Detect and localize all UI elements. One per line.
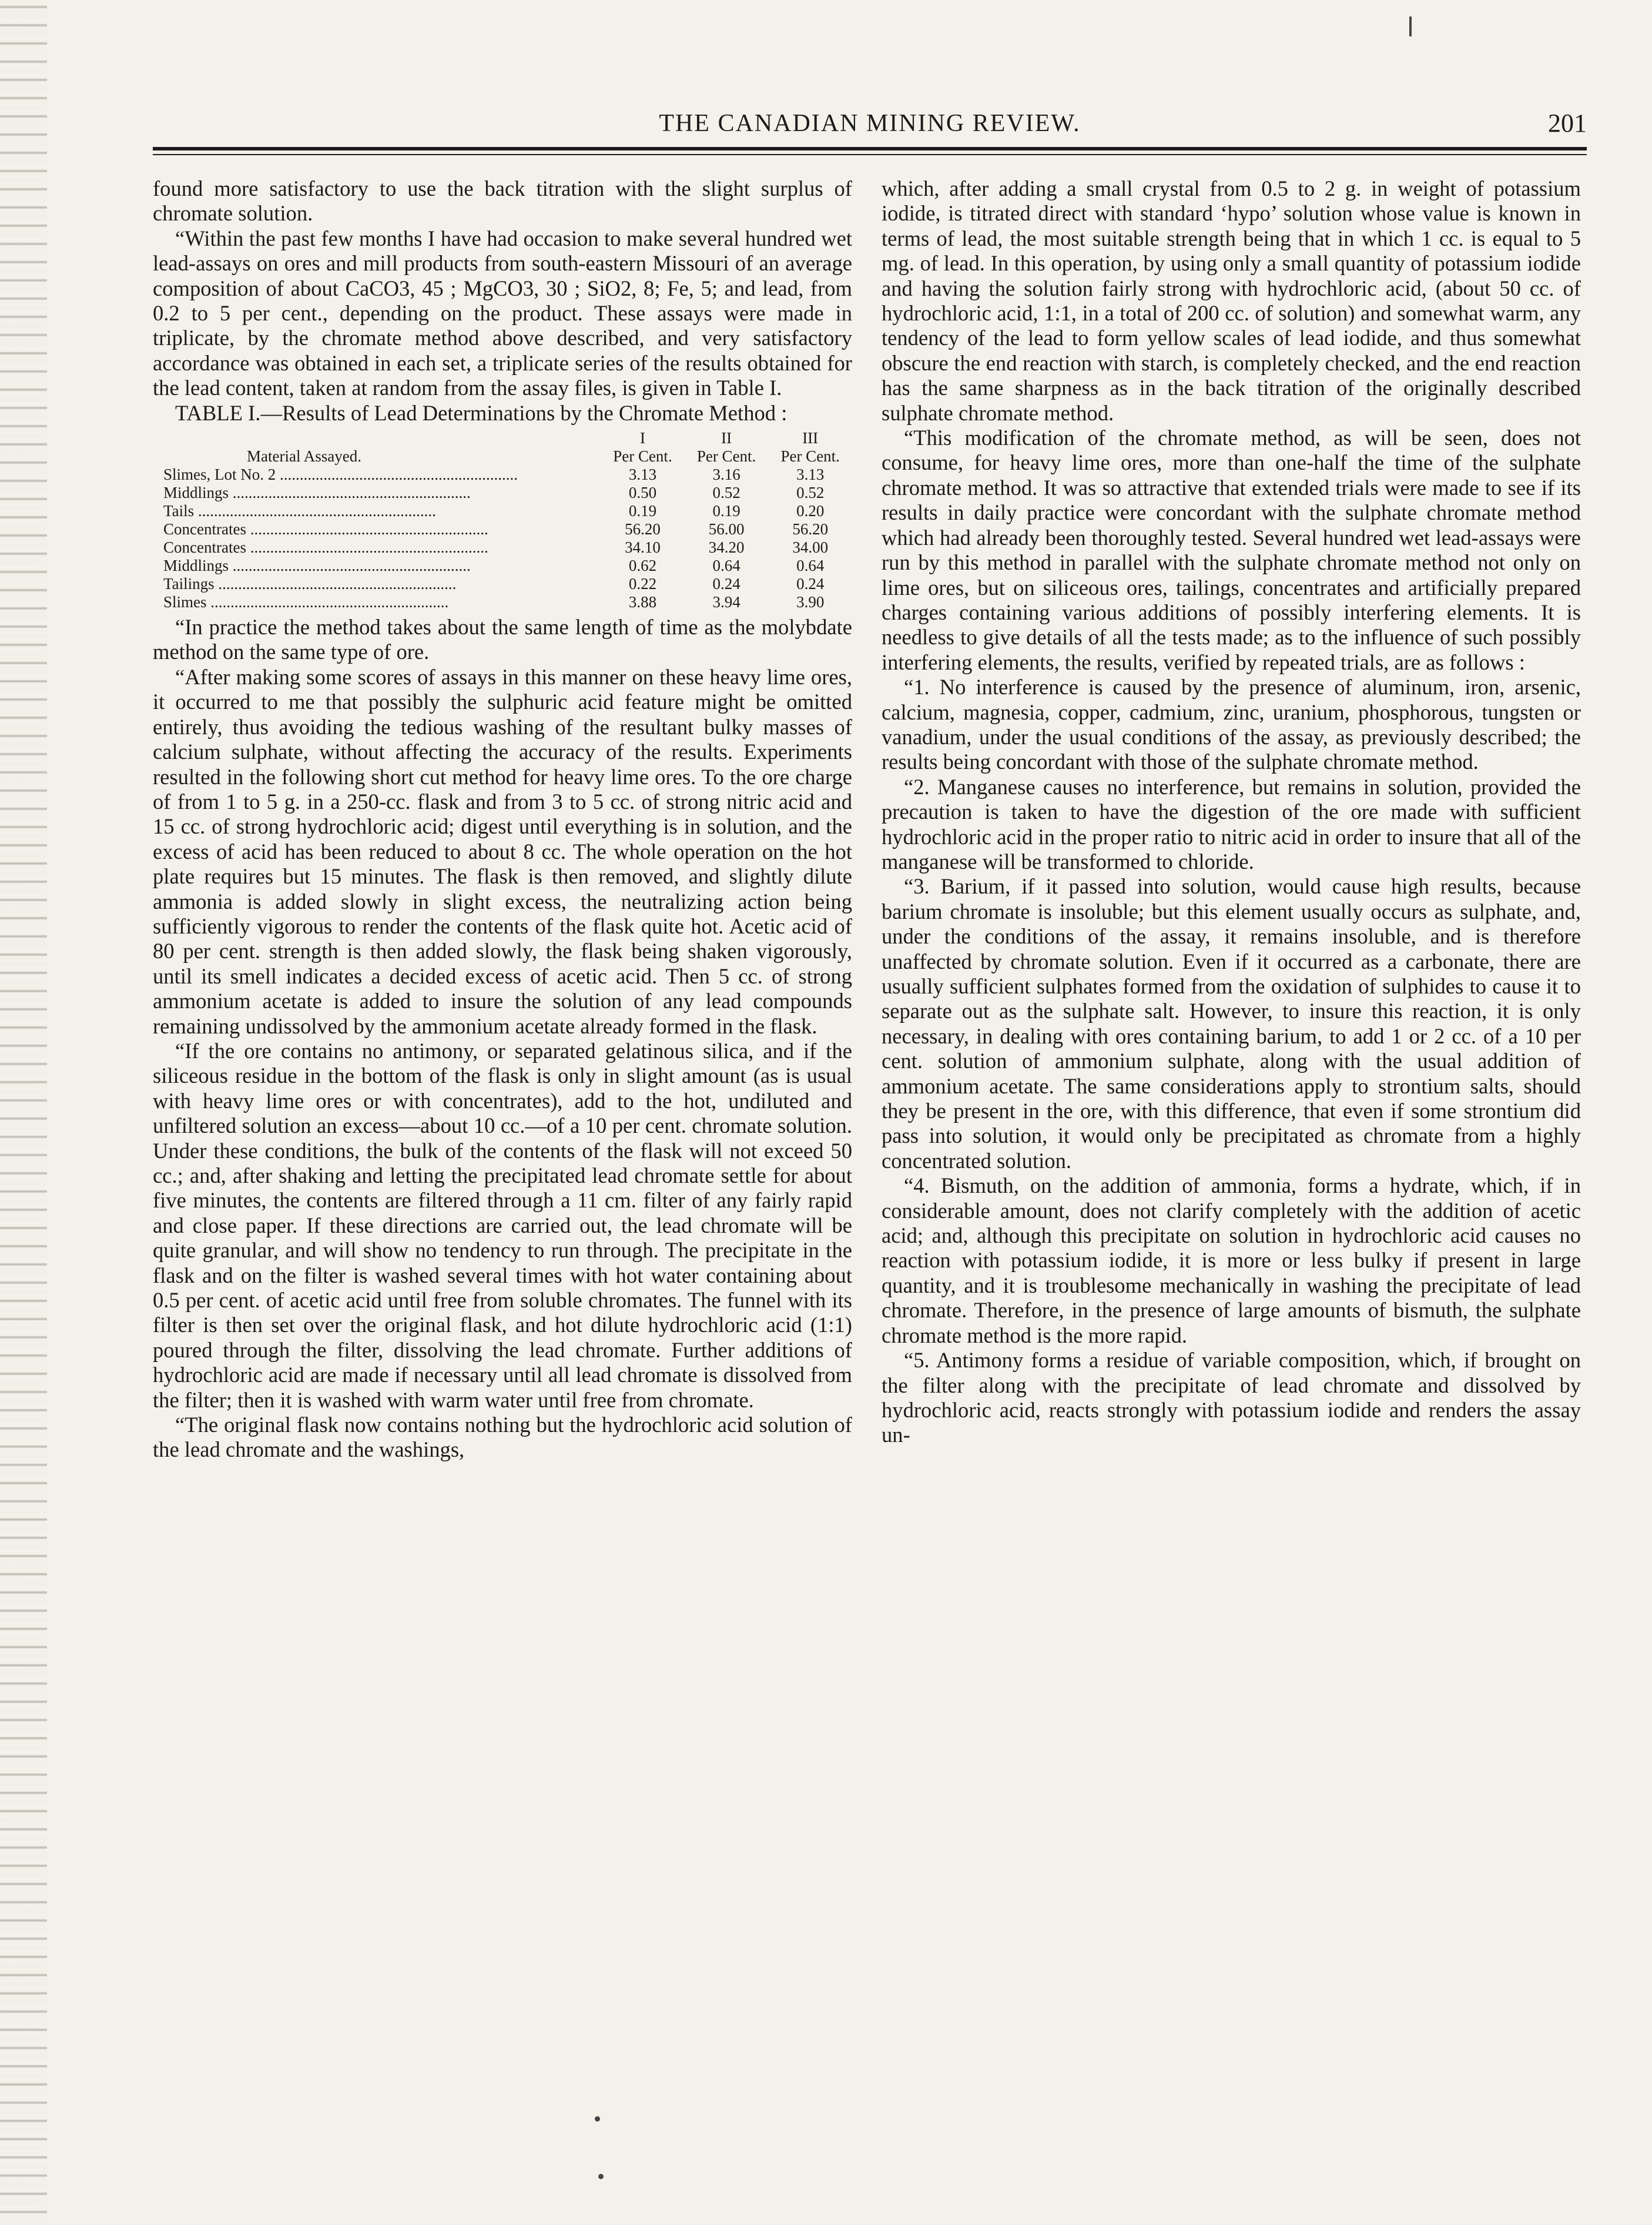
page-number: 201 [1548, 109, 1587, 138]
paragraph: “This modification of the chromate method, as will be seen, does not consume, for heavy lime ores, more than one-half the time of the sulphate chromate method. It was so attractive that extended trials were made to see if its results in daily practice were concordant with the sulphate chromate method which had already been thoroughly tested. Several hundred wet lead-assays were run by this method in parallel with the sulphate chromate method not only on lime ores, but on siliceous ores, tailings, concentrates and artificially prepared charges containing various additions of possibly interfering elements. It is needless to give details of all the tests made; as to the influence of such possibly interfering elements, the results, verified by repeated trials, are as follows : [882, 426, 1581, 674]
material-cell: Slimes ............................................................ [163, 593, 449, 611]
column-header [768, 429, 852, 466]
paragraph: “In practice the method takes about the same length of time as the molybdate method on the same type of ore. [153, 615, 852, 664]
table-row [153, 557, 852, 575]
header-rule-thin [153, 154, 1587, 155]
column-header [601, 429, 685, 466]
journal-title: THE CANADIAN MINING REVIEW. [659, 110, 1081, 137]
paragraph: “5. Antimony forms a residue of variable composition, which, if brought on the filter along with the precipitate of lead chromate and dissolved by hydrochloric acid, reacts strongly with potassium iodide and renders the assay un- [882, 1348, 1581, 1447]
column-numeral: I [639, 429, 645, 447]
value-cell: 56.00 [708, 520, 745, 538]
column-unit: Per Cent. [696, 447, 756, 466]
value-cell: 0.22 [628, 575, 657, 593]
value-cell: 0.64 [796, 557, 825, 575]
scan-mark [595, 2116, 600, 2122]
value-cell: 56.20 [792, 520, 829, 538]
value-cell: 0.64 [712, 557, 740, 575]
paragraph: which, after adding a small crystal from 0.5 to 2 g. in weight of potassium iodide, is titrated direct with standard ‘hypo’ solution whose value is known in terms of lead, the most suitable strength being that in which 1 cc. is equal to 5 mg. of lead. In this operation, by using only a small quantity of potassium iodide and having the solution fairly strong with hydrochloric acid, (about 50 cc. of hydrochloric acid, 1:1, in a total of 200 cc. of solution) and somewhat warm, any tendency of the lead to form yellow scales of lead iodide, and thus somewhat obscure the end reaction with starch, is completely checked, and the end reaction has the same sharpness as in the back titration of the originally described sulphate chromate method. [882, 176, 1581, 425]
table-row [153, 593, 852, 611]
column-numeral: III [802, 429, 819, 447]
paragraph: “1. No interference is caused by the presence of aluminum, iron, arsenic, calcium, magnesia, copper, cadmium, zinc, uranium, phosphorous, tungsten or vanadium, under the usual conditions of the assay, as previously described; the results being concordant with those of the sulphate chromate method. [882, 675, 1581, 774]
column-numeral: II [721, 429, 732, 447]
binding-edge [0, 0, 47, 2225]
paragraph: “3. Barium, if it passed into solution, would cause high results, because barium chromate is insoluble; but this element usually occurs as sulphate, and, under the conditions of the assay, it remains insoluble, and is therefore unaffected by chromate solution. Even if it occurred as a carbonate, there are usually sufficient sulphates formed from the oxidation of sulphides to cause it to separate out as the sulphate salt. However, to insure this reaction, it is only necessary, in dealing with ores containing barium, to add 1 or 2 cc. of a 10 per cent. solution of ammonium sulphate, along with the usual addition of ammonium acetate. The same considerations apply to strontium salts, should they be present in the ore, with this difference, that even if some strontium did pass into solution, it would only be precipitated as chromate from a highly concentrated solution. [882, 874, 1581, 1173]
value-cell: 3.13 [628, 466, 657, 484]
material-cell: Tails ............................................................ [163, 502, 436, 520]
lead-results-table [153, 429, 852, 611]
value-cell: 0.62 [628, 557, 657, 575]
value-cell: 0.52 [796, 484, 825, 502]
value-cell: 3.88 [628, 593, 657, 611]
right-column [882, 176, 1581, 2128]
table-row [153, 502, 852, 520]
value-cell: 3.16 [712, 466, 740, 484]
material-header: Material Assayed. [247, 447, 361, 466]
value-cell: 34.00 [792, 538, 829, 557]
value-cell: 34.10 [625, 538, 661, 557]
value-cell: 0.24 [796, 575, 825, 593]
table-row [153, 575, 852, 593]
paragraph: “Within the past few months I have had occasion to make several hundred wet lead-assays on ores and mill products from south-eastern Missouri of an average composition of about CaCO3, 45 ; MgCO3, 30 ; SiO2, 8; Fe, 5; and lead, from 0.2 to 5 per cent., depending on the product. These assays were made in triplicate, by the chromate method above described, and very satisfactory accordance was obtained in each set, a triplicate series of the results obtained for the lead content, taken at random from the assay files, is given in Table I. [153, 226, 852, 400]
header-rule-thick [153, 147, 1587, 150]
left-column [153, 176, 852, 2128]
paragraph: “2. Manganese causes no interference, but remains in solution, provided the precaution is taken to have the digestion of the ore made with sufficient hydrochloric acid in the proper ratio to nitric acid in order to insure that all of the manganese will be transformed to chloride. [882, 774, 1581, 874]
table-body [153, 466, 852, 611]
paragraph: “4. Bismuth, on the addition of ammonia, forms a hydrate, which, if in considerable amount, does not clarify completely with the addition of acetic acid; and, although this precipitate on solution in hydrochloric acid causes no reaction with potassium iodide, it is more or less bulky if present in large quantity, and it is troublesome mechanically in washing the precipitate of lead chromate. Therefore, in the presence of large amounts of bismuth, the sulphate chromate method is the more rapid. [882, 1173, 1581, 1347]
table-row [153, 484, 852, 502]
material-cell: Slimes, Lot No. 2 ............................................................ [163, 466, 518, 484]
material-cell: Middlings ............................................................ [163, 557, 471, 575]
table-caption: TABLE I.—Results of Lead Determinations by the Chromate Method : [175, 400, 788, 425]
table-header-row [153, 429, 852, 466]
value-cell: 34.20 [708, 538, 745, 557]
paragraph: “The original flask now contains nothing but the hydrochloric acid solution of the lead chromate and the washings, [153, 1413, 852, 1462]
material-cell: Concentrates ............................................................ [163, 520, 488, 538]
value-cell: 3.13 [796, 466, 825, 484]
column-header [685, 429, 769, 466]
material-cell: Middlings ............................................................ [163, 484, 471, 502]
column-unit: Per Cent. [613, 447, 672, 466]
paragraph: found more satisfactory to use the back titration with the slight surplus of chromate solution. [153, 176, 852, 226]
value-cell: 0.19 [628, 502, 657, 520]
value-cell: 56.20 [625, 520, 661, 538]
value-cell: 3.94 [712, 593, 740, 611]
value-cell: 0.50 [628, 484, 657, 502]
value-cell: 3.90 [796, 593, 825, 611]
value-cell: 0.20 [796, 502, 825, 520]
table-row [153, 520, 852, 538]
table-row [153, 466, 852, 484]
scan-mark [1409, 16, 1412, 36]
column-unit: Per Cent. [780, 447, 840, 466]
scan-mark [598, 2174, 604, 2179]
material-cell: Tailings ............................................................ [163, 575, 457, 593]
value-cell: 0.19 [712, 502, 740, 520]
running-header [153, 106, 1587, 153]
table-row [153, 538, 852, 557]
material-cell: Concentrates ............................................................ [163, 538, 488, 557]
value-cell: 0.52 [712, 484, 740, 502]
value-cell: 0.24 [712, 575, 740, 593]
paragraph: “If the ore contains no antimony, or separated gelatinous silica, and if the siliceous residue in the bottom of the flask is only in slight amount (as is usual with heavy lime ores or with concentrates), add to the hot, undiluted and unfiltered solution an excess—about 10 cc.—of a 10 per cent. chromate solution. Under these conditions, the bulk of the contents of the flask will not exceed 50 cc.; and, after shaking and letting the precipitated lead chromate settle for about five minutes, the contents are filtered through a 11 cm. filter of any fairly rapid and close paper. If these directions are carried out, the lead chromate will be quite granular, and will show no tendency to run through. The precipitate in the flask and on the filter is washed several times with hot water containing about 0.5 per cent. of acetic acid until free from soluble chromates. The funnel with its filter is then set over the original flask, and hot dilute hydrochloric acid (1:1) poured through the filter, dissolving the lead chromate. Further additions of hydrochloric acid are made if necessary until all lead chromate is dissolved from the filter; then it is washed with warm water until free from chromate. [153, 1038, 852, 1412]
paragraph: “After making some scores of assays in this manner on these heavy lime ores, it occurred to me that possibly the sulphuric acid feature might be omitted entirely, thus avoiding the tedious washing of the resultant bulky masses of calcium sulphate, without affecting the accuracy of the results. Experiments resulted in the following short cut method for heavy lime ores. To the ore charge of from 1 to 5 g. in a 250-cc. flask and from 3 to 5 cc. of strong nitric acid and 15 cc. of strong hydrochloric acid; digest until everything is in solution, and the excess of acid has been reduced to about 8 cc. The whole operation on the hot plate requires but 15 minutes. The flask is then removed, and slightly dilute ammonia is added slowly in slight excess, the neutralizing action being sufficiently vigorous to render the contents of the flask quite hot. Acetic acid of 80 per cent. strength is then added slowly, the flask being shaken vigorously, until its smell indicates a decided excess of acetic acid. Then 5 cc. of strong ammonium acetate is added to insure the solution of any lead compounds remaining undissolved by the ammonium acetate already formed in the flask. [153, 664, 852, 1038]
